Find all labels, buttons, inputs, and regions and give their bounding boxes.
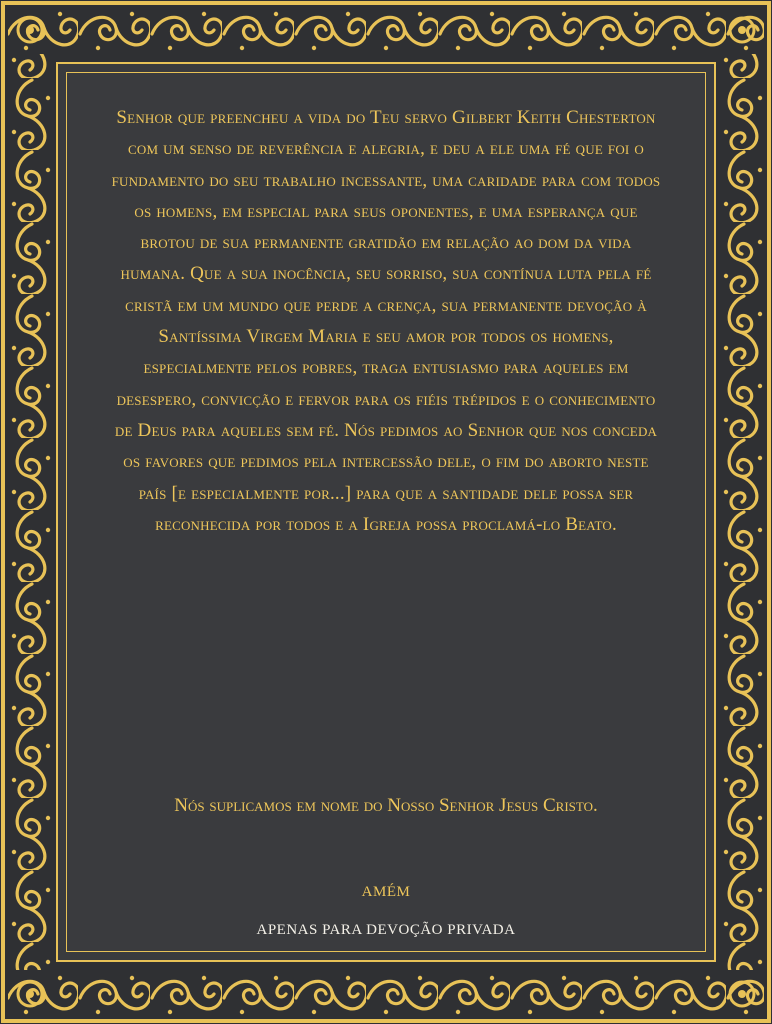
prayer-plea: Nós suplicamos em nome do Nosso Senhor Jesus Cristo.: [174, 795, 598, 816]
prayer-body: Senhor que preencheu a vida do Teu servo Gilbert Keith Chesterton com um senso de reverência e alegria, e deu a ele uma fé que foi o fundamento do seu trabalho incessante, uma caridade para com todos os homens, em especial para seus oponentes, e uma esperança que brotou de sua permanente gratidão em relação ao dom da vida humana. Que a sua inocência, seu sorriso, sua contínua luta pela fé cristã em um mundo que perde a crença, sua permanente devoção à Santíssima Virgem Maria e seu amor por todos os homens, especialmente pelos pobres, traga entusiasmo para aqueles em desespero, convicção e fervor para os fiéis trépidos e o conhecimento de Deus para aqueles sem fé. Nós pedimos ao Senhor que nos conceda os favores que pedimos pela intercessão dele, o fim do aborto neste país [e especialmente por...] para que a santidade dele possa ser reconhecida por todos e a Igreja possa proclamá-lo Beato.: [111, 107, 661, 535]
private-devotion-note: APENAS PARA DEVOÇÃO PRIVADA: [256, 922, 516, 938]
amen-heading: AMÉM: [361, 884, 411, 900]
